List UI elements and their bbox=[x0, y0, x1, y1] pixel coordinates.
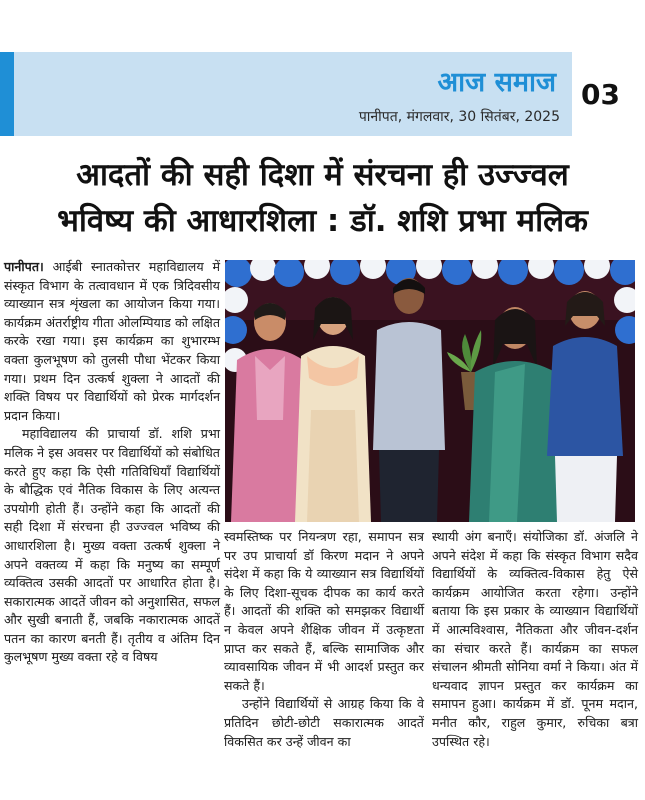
headline-line-2: भविष्य की आधारशिला : डॉ. शशि प्रभा मलिक bbox=[57, 203, 588, 239]
newspaper-name: आज समाज bbox=[437, 67, 556, 98]
masthead-band bbox=[0, 52, 572, 136]
headline-line-1: आदतों की सही दिशा में संरचना ही उज्ज्वल bbox=[76, 157, 569, 193]
page-number: 03 bbox=[581, 78, 620, 111]
masthead-dateline: पानीपत, मंगलवार, 30 सितंबर, 2025 bbox=[358, 109, 560, 125]
article-text: आईबी स्नातकोत्तर महाविद्यालय में संस्कृत विभाग के तत्वावधान में एक त्रिदिवसीय व्याख्यान सत्र शृंखला का आयोजन किया गया। कार्यक्रम अंतर्राष्ट्रीय गीता ओलम्पियाड को लक्षित करके रखा गया। इस कार्यक्रम का शुभारम्भ वक्ता कुलभूषण को तुलसी पौधा भेंटकर किया गया। प्रथम दिन उत्कर्ष शुक्ला ने आदतों की शक्ति विषय पर विद्यार्थियों को प्रेरक मार्गदर्शन प्रदान किया। bbox=[4, 259, 220, 423]
article-column-1 bbox=[4, 258, 220, 667]
event-photo bbox=[225, 260, 635, 522]
article-dateline-label: पानीपत। bbox=[4, 259, 44, 274]
article-paragraph bbox=[4, 258, 220, 425]
event-photo-illustration bbox=[225, 260, 635, 522]
article-paragraph: स्वमस्तिष्क पर नियन्त्रण रहा, समापन सत्र पर उप प्राचार्या डॉ किरण मदान ने अपने संदेश में कहा कि ये व्याख्यान सत्र विद्यार्थियों के लिए दिशा-सूचक दीपक का कार्य करते हैं। आदतों की शक्ति को समझकर विद्यार्थी न केवल अपने शैक्षिक जीवन में उत्कृष्टता प्राप्त कर सकते हैं, बल्कि सामाजिक और व्यावसायिक जीवन में भी आदर्श प्रस्तुत कर सकते हैं। bbox=[224, 529, 424, 693]
article-paragraph: स्थायी अंग बनाएँ। संयोजिका डॉ. अंजलि ने अपने संदेश में कहा कि संस्कृत विभाग सदैव विद्यार्थियों के व्यक्तित्व-विकास हेतु ऐसे कार्यक्रम आयोजित करता रहेगा। उन्होंने बताया कि इस प्रकार के व्याख्यान विद्यार्थियों में आत्मविश्वास, नैतिकता और जीवन-दर्शन का संचार करते हैं। कार्यक्रम का सफल संचालन श्रीमती सोनिया वर्मा ने किया। अंत में धन्यवाद ज्ञापन प्रस्तुत कर कार्यक्रम का समापन हुआ। कार्यक्रम में डॉ. पूनम मदान, मनीत कौर, राहुल कुमार, रुचिका बत्रा उपस्थित रहे। bbox=[432, 529, 638, 749]
article-paragraph: उन्होंने विद्यार्थियों से आग्रह किया कि वे प्रतिदिन छोटी-छोटी सकारात्मक आदतें विकसित कर उन्हें जीवन का bbox=[224, 696, 424, 749]
article-column-2 bbox=[224, 528, 424, 751]
article-paragraph: महाविद्यालय की प्राचार्या डॉ. शशि प्रभा मलिक ने इस अवसर पर विद्यार्थियों को संबोधित करते हुए कहा कि ऐसी गतिविधियाँ विद्यार्थियों के बौद्धिक एवं नैतिक विकास के लिए अत्यन्त उपयोगी होती हैं। उन्होंने कहा कि आदतों की सही दिशा में संरचना ही उज्ज्वल भविष्य की आधारशिला है। मुख्य वक्ता उत्कर्ष शुक्ला ने अपने वक्तव्य में कहा कि मनुष्य का सम्पूर्ण व्यक्तित्व उसकी आदतों पर आधारित होता है। सकारात्मक आदतें जीवन को अनुशासित, सफल और सुखी बनाती हैं, जबकि नकारात्मक आदतें पतन का कारण बनती हैं। तृतीय व अंतिम दिन कुलभूषण मुख्य वक्ता रहे व विषय bbox=[4, 426, 220, 665]
article-column-3 bbox=[432, 528, 638, 751]
article-headline bbox=[8, 152, 637, 244]
masthead-accent-bar bbox=[0, 52, 14, 136]
